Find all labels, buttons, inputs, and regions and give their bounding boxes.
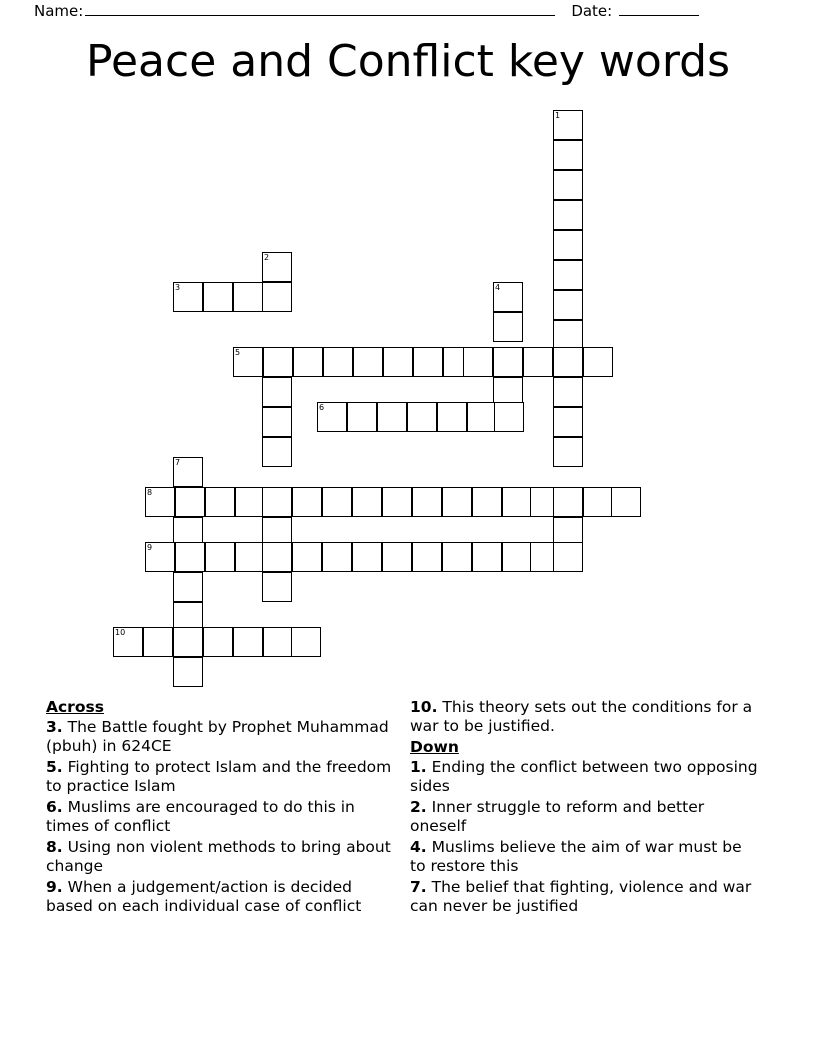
- crossword-cell[interactable]: [352, 542, 382, 572]
- crossword-cell[interactable]: [413, 347, 443, 377]
- clue-number: 8.: [46, 838, 63, 856]
- clue-number: 10.: [410, 698, 438, 716]
- clue-text: This theory sets out the conditions for a war to be justified.: [410, 698, 753, 735]
- clue-down-7: [410, 878, 760, 916]
- clue-down-2: [410, 798, 760, 836]
- crossword-cell[interactable]: [262, 487, 292, 517]
- crossword-cell[interactable]: [263, 627, 293, 657]
- page-title: Peace and Conflict key words: [86, 36, 730, 87]
- crossword-cell[interactable]: [463, 347, 493, 377]
- crossword-cell[interactable]: [611, 487, 641, 517]
- clue-down-1: [410, 758, 760, 796]
- crossword-cell[interactable]: [442, 487, 472, 517]
- cell-number: 3: [175, 283, 181, 292]
- crossword-cell[interactable]: [262, 542, 292, 572]
- crossword-cell[interactable]: [493, 347, 523, 377]
- crossword-cell[interactable]: [173, 627, 203, 657]
- cell-number: 10: [115, 628, 126, 637]
- clue-number: 2.: [410, 798, 427, 816]
- date-group: [571, 2, 701, 20]
- crossword-cell[interactable]: [262, 407, 292, 437]
- crossword-cell[interactable]: [383, 347, 413, 377]
- crossword-cell[interactable]: [262, 282, 292, 312]
- crossword-cell[interactable]: [553, 290, 583, 320]
- crossword-cell[interactable]: [472, 542, 502, 572]
- crossword-cell[interactable]: [175, 487, 205, 517]
- clue-text: When a judgement/action is decided based on each individual case of conflict: [46, 878, 362, 915]
- cell-number: 9: [147, 543, 153, 552]
- crossword-cell[interactable]: [347, 402, 377, 432]
- crossword-cell[interactable]: [262, 572, 292, 602]
- cell-number: 8: [147, 488, 153, 497]
- crossword-cell[interactable]: [173, 572, 203, 602]
- date-label: Date:: [571, 2, 613, 20]
- crossword-cell[interactable]: [494, 402, 524, 432]
- crossword-cell[interactable]: [235, 487, 265, 517]
- crossword-cell[interactable]: [437, 402, 467, 432]
- clue-across-10: [410, 698, 760, 736]
- crossword-cell-9[interactable]: [145, 542, 175, 572]
- crossword-cell[interactable]: [203, 627, 233, 657]
- name-input-rule[interactable]: [85, 3, 555, 16]
- crossword-cell[interactable]: [377, 402, 407, 432]
- clue-number: 4.: [410, 838, 427, 856]
- name-date-line: [34, 2, 782, 20]
- crossword-cell[interactable]: [553, 200, 583, 230]
- crossword-cell[interactable]: [263, 347, 293, 377]
- clue-text: The belief that fighting, violence and war can never be justified: [410, 878, 752, 915]
- crossword-cell-8[interactable]: [145, 487, 175, 517]
- crossword-cell[interactable]: [583, 347, 613, 377]
- crossword-cell[interactable]: [523, 347, 553, 377]
- crossword-cell-5[interactable]: [233, 347, 263, 377]
- crossword-cell[interactable]: [175, 542, 205, 572]
- crossword-cell[interactable]: [553, 542, 583, 572]
- crossword-cell[interactable]: [173, 657, 203, 687]
- cell-number: 7: [175, 458, 181, 467]
- crossword-cell[interactable]: [293, 347, 323, 377]
- crossword-cell[interactable]: [583, 487, 613, 517]
- clues-column-left: [46, 698, 396, 918]
- cell-number: 1: [555, 111, 561, 120]
- crossword-cell[interactable]: [262, 437, 292, 467]
- clue-across-8: [46, 838, 396, 876]
- name-label: Name:: [34, 2, 84, 20]
- clues-section: [46, 698, 772, 968]
- crossword-cell[interactable]: [322, 487, 352, 517]
- across-heading: Across: [46, 698, 104, 716]
- crossword-cell[interactable]: [412, 542, 442, 572]
- crossword-cell[interactable]: [442, 542, 472, 572]
- clues-column-right: [410, 698, 760, 918]
- crossword-cell[interactable]: [553, 377, 583, 407]
- crossword-cell[interactable]: [205, 542, 235, 572]
- clue-number: 6.: [46, 798, 63, 816]
- cell-number: 5: [235, 348, 241, 357]
- crossword-cell-1[interactable]: [553, 110, 583, 140]
- crossword-cell[interactable]: [203, 282, 233, 312]
- crossword-cell[interactable]: [553, 347, 583, 377]
- crossword-cell[interactable]: [233, 282, 263, 312]
- crossword-cell[interactable]: [262, 377, 292, 407]
- clue-across-5: [46, 758, 396, 796]
- crossword-cell[interactable]: [292, 542, 322, 572]
- cell-number: 2: [264, 253, 270, 262]
- crossword-cell[interactable]: [233, 627, 263, 657]
- clue-number: 5.: [46, 758, 63, 776]
- clue-across-6: [46, 798, 396, 836]
- clue-text: Using non violent methods to bring about change: [46, 838, 391, 875]
- down-heading: Down: [410, 738, 459, 756]
- clue-text: Muslims are encouraged to do this in times of conflict: [46, 798, 355, 835]
- cell-number: 6: [319, 403, 325, 412]
- crossword-cell[interactable]: [502, 487, 532, 517]
- crossword-cell[interactable]: [407, 402, 437, 432]
- crossword-cell[interactable]: [322, 542, 352, 572]
- crossword-cell-2[interactable]: [262, 252, 292, 282]
- clue-number: 3.: [46, 718, 63, 736]
- crossword-cell-3[interactable]: [173, 282, 203, 312]
- crossword-cell[interactable]: [472, 487, 502, 517]
- crossword-cell[interactable]: [553, 487, 583, 517]
- crossword-cell[interactable]: [553, 260, 583, 290]
- clue-number: 1.: [410, 758, 427, 776]
- crossword-cell[interactable]: [323, 347, 353, 377]
- crossword-cell[interactable]: [205, 487, 235, 517]
- crossword-cell[interactable]: [292, 487, 322, 517]
- crossword-cell[interactable]: [553, 320, 583, 350]
- crossword-cell[interactable]: [352, 487, 382, 517]
- date-input-rule[interactable]: [619, 3, 699, 16]
- clue-text: The Battle fought by Prophet Muhammad (pbuh) in 624CE: [46, 718, 389, 755]
- clue-text: Muslims believe the aim of war must be to restore this: [410, 838, 742, 875]
- crossword-cell[interactable]: [382, 542, 412, 572]
- clue-text: Fighting to protect Islam and the freedom to practice Islam: [46, 758, 392, 795]
- crossword-cell[interactable]: [382, 487, 412, 517]
- crossword-cell-10[interactable]: [113, 627, 143, 657]
- crossword-cell[interactable]: [353, 347, 383, 377]
- crossword-cell[interactable]: [467, 402, 497, 432]
- crossword-cell[interactable]: [143, 627, 173, 657]
- clue-down-4: [410, 838, 760, 876]
- crossword-cell[interactable]: [553, 437, 583, 467]
- crossword-cell-6[interactable]: [317, 402, 347, 432]
- clue-number: 9.: [46, 878, 63, 896]
- crossword-cell[interactable]: [553, 407, 583, 437]
- clue-number: 7.: [410, 878, 427, 896]
- crossword-cell[interactable]: [553, 140, 583, 170]
- clue-across-9: [46, 878, 396, 916]
- crossword-cell[interactable]: [291, 627, 321, 657]
- crossword-cell[interactable]: [493, 312, 523, 342]
- crossword-cell[interactable]: [412, 487, 442, 517]
- clue-text: Inner struggle to reform and better oneself: [410, 798, 705, 835]
- crossword-cell-7[interactable]: [173, 457, 203, 487]
- crossword-cell-4[interactable]: [493, 282, 523, 312]
- cell-number: 4: [495, 283, 501, 292]
- crossword-cell[interactable]: [553, 170, 583, 200]
- clue-across-3: [46, 718, 396, 756]
- clue-text: Ending the conflict between two opposing sides: [410, 758, 758, 795]
- crossword-cell[interactable]: [235, 542, 265, 572]
- crossword-cell[interactable]: [553, 230, 583, 260]
- crossword-grid[interactable]: [0, 105, 816, 700]
- crossword-cell[interactable]: [502, 542, 532, 572]
